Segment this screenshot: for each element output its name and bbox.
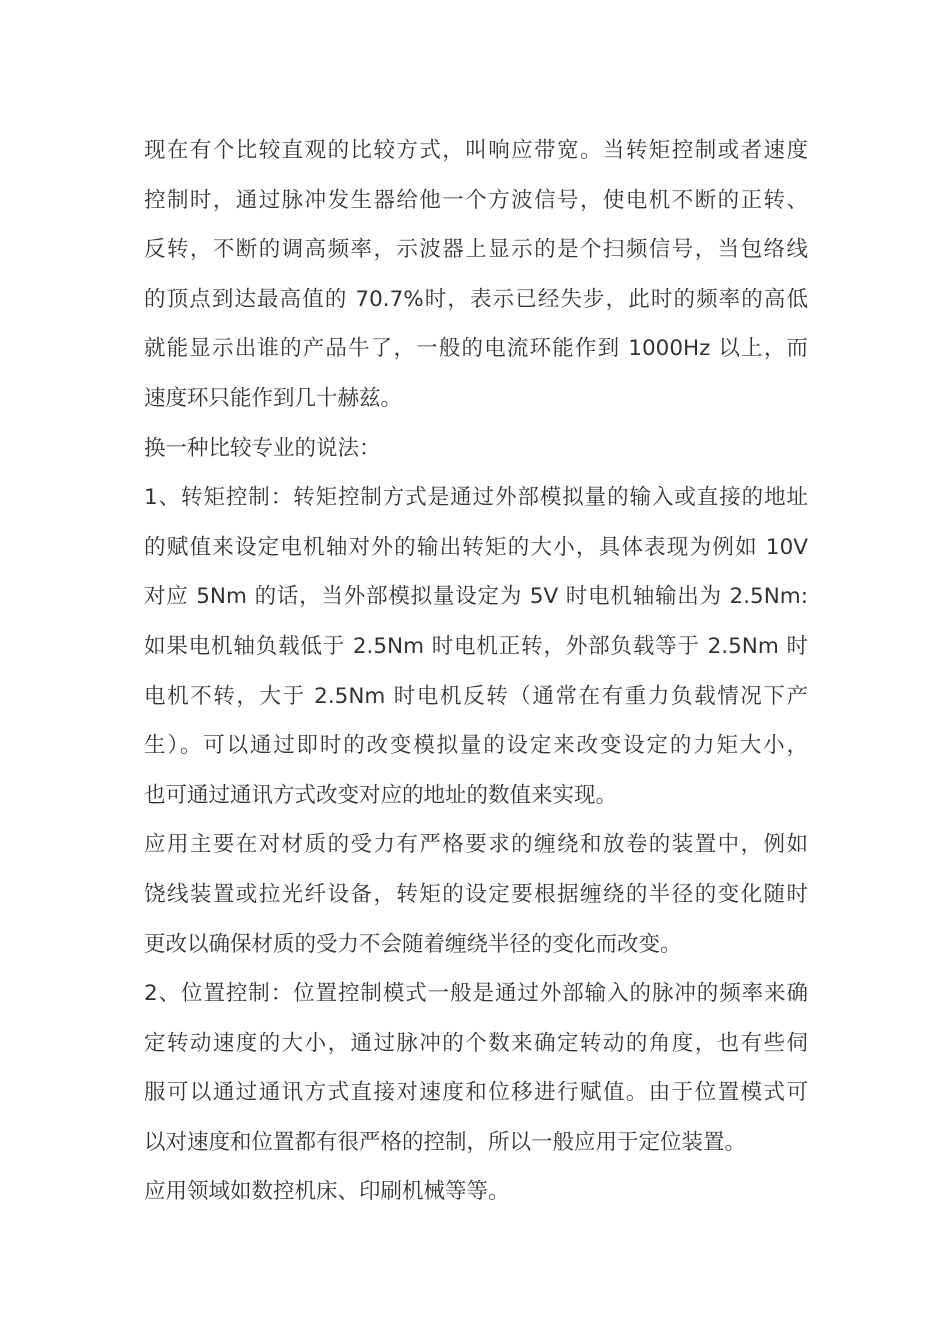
paragraph-position-control (144, 969, 808, 1167)
text-line: 定转动速度的大小，通过脉冲的个数来确定转动的角度，也有些伺 (144, 1030, 808, 1056)
paragraph-position-application (144, 1167, 808, 1217)
text-line: 1、转矩控制：转矩控制方式是通过外部模拟量的输入或直接的地址 (144, 485, 808, 511)
text-line: 就能显示出谁的产品牛了，一般的电流环能作到 1000Hz 以上，而 (144, 336, 808, 362)
text-line: 电机不转，大于 2.5Nm 时电机反转（通常在有重力负载情况下产 (144, 683, 808, 709)
text-line: 的顶点到达最高值的 70.7%时，表示已经失步，此时的频率的高低 (144, 286, 808, 312)
text-line: 反转，不断的调高频率，示波器上显示的是个扫频信号，当包络线 (144, 237, 808, 263)
text-line: 以对速度和位置都有很严格的控制，所以一般应用于定位装置。 (144, 1129, 747, 1155)
text-line: 现在有个比较直观的比较方式，叫响应带宽。当转矩控制或者速度 (144, 138, 808, 163)
document-page (144, 126, 808, 1217)
text-line: 饶线装置或拉光纤设备，转矩的设定要根据缠绕的半径的变化随时 (144, 881, 808, 907)
text-line: 应用主要在对材质的受力有严格要求的缠绕和放卷的装置中，例如 (144, 832, 808, 858)
text-line: 应用领域如数控机床、印刷机械等等。 (144, 1179, 510, 1205)
paragraph-intro (144, 126, 808, 424)
text-line: 生）。可以通过即时的改变模拟量的设定来改变设定的力矩大小， (144, 733, 808, 759)
text-line: 控制时，通过脉冲发生器给他一个方波信号，使电机不断的正转、 (144, 187, 808, 213)
text-line: 的赋值来设定电机轴对外的输出转矩的大小，具体表现为例如 10V (144, 534, 808, 560)
text-line: 更改以确保材质的受力不会随着缠绕半径的变化而改变。 (144, 931, 682, 957)
text-line: 服可以通过通讯方式直接对速度和位移进行赋值。由于位置模式可 (144, 1080, 808, 1106)
text-line: 2、位置控制：位置控制模式一般是通过外部输入的脉冲的频率来确 (144, 981, 808, 1007)
paragraph-transition (144, 424, 808, 474)
text-line: 也可通过通讯方式改变对应的地址的数值来实现。 (144, 782, 618, 808)
text-line: 对应 5Nm 的话，当外部模拟量设定为 5V 时电机轴输出为 2.5Nm: (144, 584, 808, 610)
paragraph-torque-control (144, 473, 808, 820)
text-line: 换一种比较专业的说法： (144, 435, 381, 461)
text-line: 如果电机轴负载低于 2.5Nm 时电机正转，外部负载等于 2.5Nm 时 (144, 633, 808, 659)
text-line: 速度环只能作到几十赫兹。 (144, 385, 403, 411)
paragraph-torque-application (144, 820, 808, 969)
